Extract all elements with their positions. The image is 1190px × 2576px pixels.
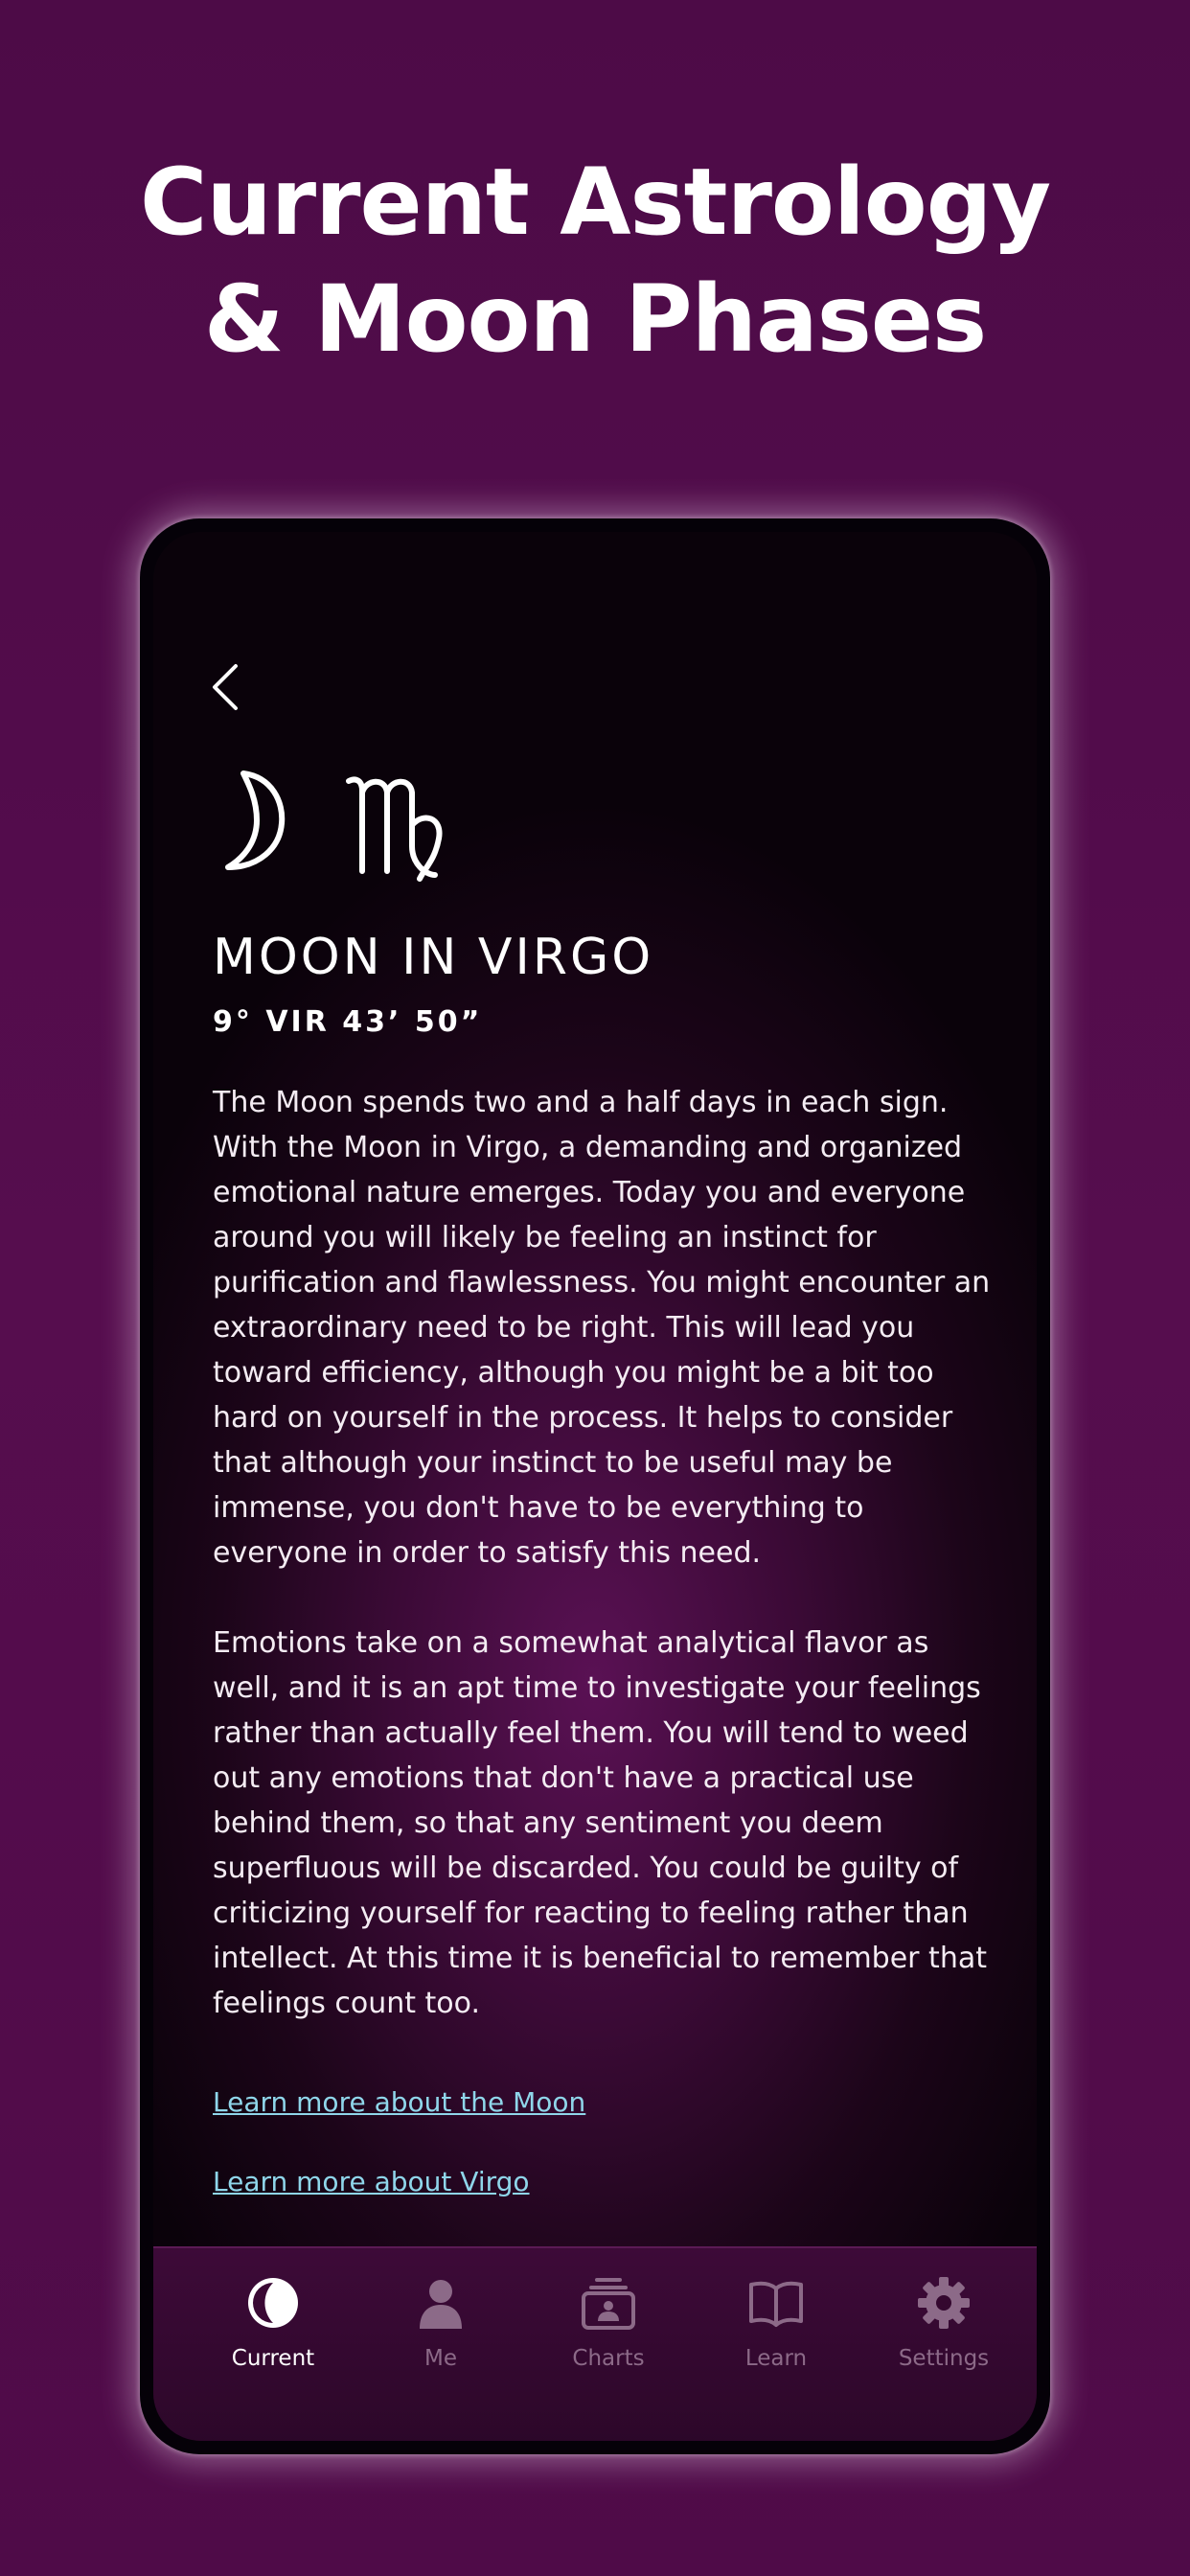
charts-stack-icon: [581, 2275, 636, 2331]
description: [213, 1080, 998, 2071]
tab-learn[interactable]: [704, 2266, 848, 2409]
phone-screen: [153, 532, 1037, 2441]
moon-phase-icon: [245, 2275, 301, 2331]
phone-frame: [140, 518, 1050, 2454]
tab-settings[interactable]: [872, 2266, 1016, 2409]
virgo-glyph-icon: [343, 768, 456, 883]
tab-me[interactable]: [369, 2266, 513, 2409]
gear-icon: [916, 2275, 972, 2331]
description-paragraph: The Moon spends two and a half days in each sign. With the Moon in Virgo, a demanding and organized emotional nature emerges. Today you and everyone around you will likely be feeling an instinct for purification and flawlessness. You might encounter an extraordinary need to be right. This will lead you toward efficiency, although you might be a bit too hard on yourself in the process. It helps to consider that although your instinct to be useful may be immense, you don't have to be everything to everyone in order to satisfy this need.: [213, 1086, 991, 1570]
tab-current[interactable]: [201, 2266, 345, 2409]
open-book-icon: [748, 2275, 804, 2331]
chevron-left-icon[interactable]: [207, 660, 241, 714]
headline-line-2: & Moon Phases: [203, 265, 987, 373]
tab-label: Learn: [744, 2346, 808, 2371]
learn-virgo-link[interactable]: Learn more about Virgo: [213, 2166, 530, 2197]
tab-label: Me: [424, 2346, 457, 2371]
tab-label: Settings: [898, 2346, 990, 2371]
planet-position: 9° VIR 43’ 50”: [213, 1005, 483, 1039]
tab-bar: [153, 2246, 1037, 2441]
tab-label: Current: [231, 2346, 315, 2371]
moon-glyph-icon: [209, 768, 286, 873]
page-title: MOON IN VIRGO: [213, 929, 654, 986]
headline-line-1: Current Astrology: [139, 149, 1051, 256]
marketing-headline: [0, 144, 1190, 378]
tab-label: Charts: [572, 2346, 645, 2371]
description-paragraph: Emotions take on a somewhat analytical flavor as well, and it is an apt time to investigate your feelings rather than actually feel them. You will tend to weed out any emotions that don't have a practical use behind them, so that any sentiment you deem superfluous will be discarded. You could be guilty of criticizing yourself for reacting to feeling rather than intellect. At this time it is beneficial to remember that feelings count too.: [213, 1626, 987, 2020]
learn-moon-link[interactable]: Learn more about the Moon: [213, 2086, 586, 2118]
person-icon: [413, 2275, 469, 2331]
tab-charts[interactable]: [537, 2266, 680, 2409]
